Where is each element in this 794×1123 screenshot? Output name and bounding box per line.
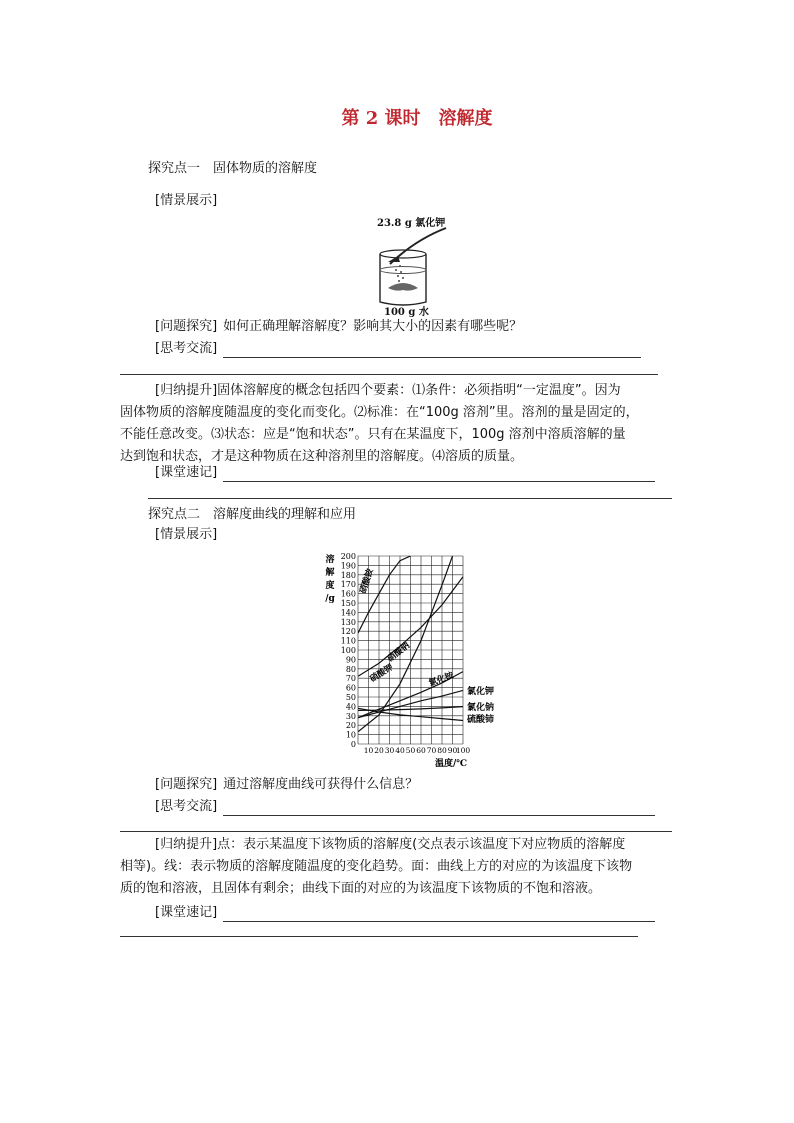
y-tick-label: 170 xyxy=(340,580,356,590)
section1-heading: 探究点一 固体物质的溶解度 xyxy=(148,161,318,176)
y-tick-label: 70 xyxy=(345,674,356,684)
y-tick-label: 200 xyxy=(340,552,356,561)
y-tick-label: 150 xyxy=(340,599,356,608)
series-label: 氯化铵 xyxy=(427,670,456,689)
section1-summary-line: 固体溶解度的概念包括四个要素：⑴条件：必须指明“一定温度”。因为 xyxy=(217,383,621,398)
solubility-chart xyxy=(318,548,504,772)
section2-summary-line: 点：表示某温度下该物质的溶解度(交点表示该温度下对应物质的溶解度 xyxy=(217,837,626,852)
y-tick-label: 160 xyxy=(340,589,356,599)
section2-think-line2[interactable] xyxy=(120,831,672,832)
y-tick-label: 20 xyxy=(345,721,356,731)
y-tick-label: 30 xyxy=(345,711,356,721)
section1-think-line2[interactable] xyxy=(120,374,658,375)
x-tick-label: 90 xyxy=(447,746,458,755)
section2-question-label: [问题探究] xyxy=(155,777,218,792)
y-tick-label: 50 xyxy=(345,693,356,702)
section2-notes-input[interactable] xyxy=(223,921,655,922)
series-label: 硝酸钾 xyxy=(368,662,396,685)
y-tick-label: 180 xyxy=(340,570,356,580)
x-tick-label: 100 xyxy=(455,746,471,755)
x-tick-label: 80 xyxy=(437,746,447,755)
series-label: 氯化钠 xyxy=(467,703,495,713)
y-tick-label: 10 xyxy=(345,730,356,740)
section2-scene-label: [情景展示] xyxy=(155,527,218,542)
beaker-top-label: 23.8 g 氯化钾 xyxy=(377,218,446,229)
y-tick-label: 110 xyxy=(340,636,356,646)
y-tick-label: 120 xyxy=(340,627,356,637)
x-tick-label: 40 xyxy=(395,746,405,755)
x-tick-label: 10 xyxy=(363,746,374,755)
section1-think-input[interactable] xyxy=(223,357,641,358)
section2-summary-label: [归纳提升] xyxy=(155,837,218,852)
x-tick-label: 60 xyxy=(416,746,426,755)
y-axis-label: 解 xyxy=(325,568,335,578)
section2-summary-line: 质的饱和溶液，且固体有剩余；曲线下面的对应的为该温度下该物质的不饱和溶液。 xyxy=(120,881,602,896)
section1-question: 如何正确理解溶解度？影响其大小的因素有哪些呢？ xyxy=(223,319,523,334)
section2-heading: 探究点二 溶解度曲线的理解和应用 xyxy=(148,507,357,522)
y-tick-label: 40 xyxy=(345,702,356,712)
section1-summary-line: 固体物质的溶解度随温度的变化而变化。⑵标准：在“100g 溶剂”里。溶剂的量是固定的， xyxy=(120,405,639,420)
section1-notes-line2[interactable] xyxy=(148,498,672,499)
section2-question: 通过溶解度曲线可获得什么信息？ xyxy=(223,777,419,792)
y-tick-label: 140 xyxy=(340,608,356,618)
beaker-bottom-label: 100 g 水 xyxy=(384,307,429,318)
x-tick-label: 50 xyxy=(405,746,416,755)
section2-summary-line: 相等)。线：表示物质的溶解度随温度的变化趋势。面：曲线上方的对应的为该温度下该物 xyxy=(120,859,633,874)
x-tick-label: 20 xyxy=(374,746,384,755)
series-label: 硝酸钠 xyxy=(385,640,412,665)
x-tick-label: 30 xyxy=(384,746,395,755)
y-tick-label: 90 xyxy=(345,655,356,665)
beaker-illustration xyxy=(370,226,450,308)
y-tick-label: 130 xyxy=(340,617,356,627)
section1-summary-line: 不能任意改变。⑶状态：应是“饱和状态”。只有在某温度下，100g 溶剂中溶质溶解的量 xyxy=(120,427,626,442)
section1-summary-label: [归纳提升] xyxy=(155,383,218,398)
section1-notes-label: [课堂速记] xyxy=(155,465,218,480)
y-tick-label: 80 xyxy=(345,664,356,674)
y-tick-label: 0 xyxy=(350,740,356,749)
page-title: 第 2 课时 溶解度 xyxy=(341,108,493,129)
section2-notes-line2[interactable] xyxy=(120,936,638,937)
section1-scene-label: [情景展示] xyxy=(155,193,218,208)
section1-question-label: [问题探究] xyxy=(155,319,218,334)
y-axis-label: 溶 xyxy=(325,555,335,565)
y-tick-label: 60 xyxy=(345,683,356,693)
section2-think-input[interactable] xyxy=(223,815,655,816)
series-label: 硫酸铈 xyxy=(467,715,495,725)
section1-notes-input[interactable] xyxy=(223,481,655,482)
series-label: 硝酸铵 xyxy=(358,567,376,595)
y-axis-label: 度 xyxy=(325,581,335,591)
series-label: 氯化钾 xyxy=(467,687,495,697)
section2-summary xyxy=(120,834,680,900)
section1-summary-line: 达到饱和状态，才是这种物质在这种溶剂里的溶解度。⑷溶质的质量。 xyxy=(120,449,524,464)
y-axis-label: /g xyxy=(325,594,335,604)
y-tick-label: 100 xyxy=(340,646,356,655)
section1-summary xyxy=(120,380,680,468)
x-axis-label: 温度/℃ xyxy=(434,759,468,769)
y-tick-label: 190 xyxy=(340,561,356,571)
section2-notes-label: [课堂速记] xyxy=(155,905,218,920)
section1-think-label: [思考交流] xyxy=(155,341,218,356)
x-tick-label: 70 xyxy=(426,746,437,755)
section2-think-label: [思考交流] xyxy=(155,799,218,814)
